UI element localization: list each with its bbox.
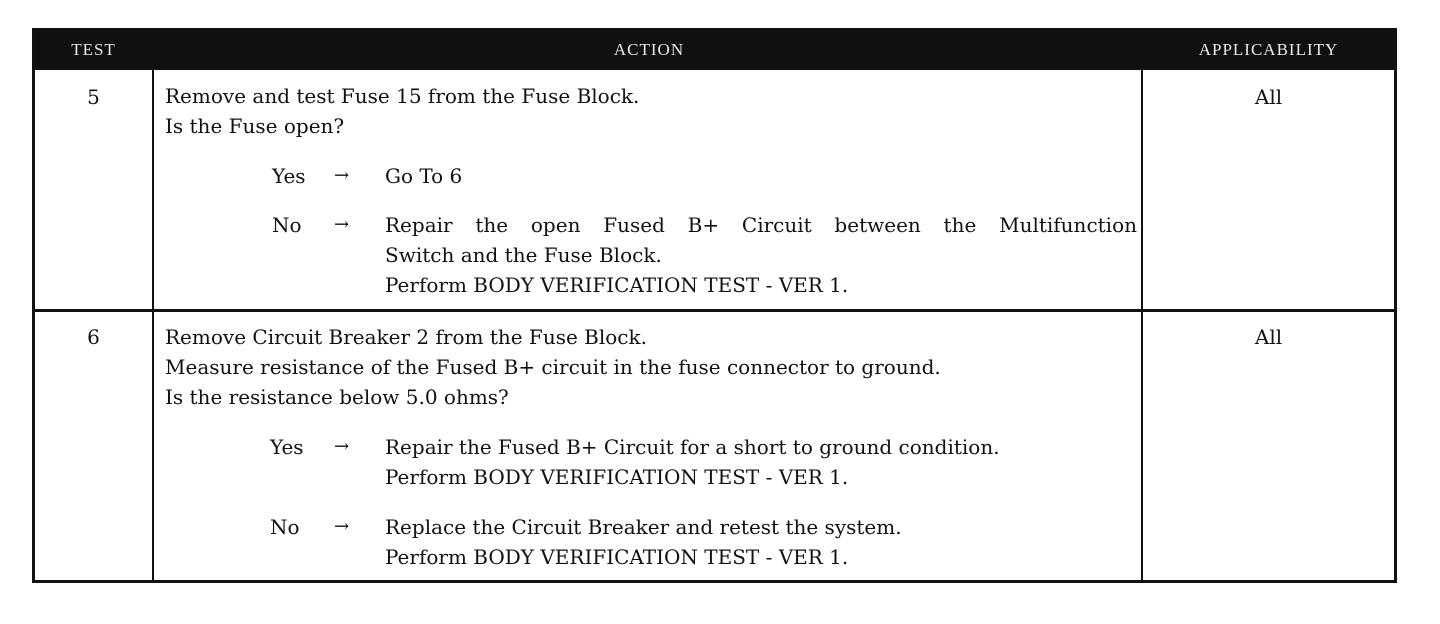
action-question: Is the Fuse open?	[165, 114, 345, 138]
applicability-value: All	[1254, 325, 1283, 349]
yes-action-line: Repair the Fused B+ Circuit for a short to ground condition.	[385, 435, 1000, 459]
yes-label: Yes	[270, 435, 304, 459]
action-step: Remove Circuit Breaker 2 from the Fuse Block.	[165, 325, 647, 349]
table-header	[35, 31, 1394, 70]
yes-action: Go To 6	[385, 164, 463, 188]
header-action: ACTION	[613, 40, 685, 59]
right-arrow-icon: →	[334, 214, 350, 235]
applicability-value: All	[1254, 85, 1283, 109]
right-arrow-icon: →	[334, 516, 350, 537]
action-question: Is the resistance below 5.0 ohms?	[165, 385, 509, 409]
no-action-line: Switch and the Fuse Block.	[385, 243, 662, 267]
yes-action-line: Perform BODY VERIFICATION TEST - VER 1.	[385, 465, 849, 489]
row-divider	[35, 309, 1394, 312]
action-step: Remove and test Fuse 15 from the Fuse Block.	[165, 84, 640, 108]
header-applicability: APPLICABILITY	[1198, 40, 1339, 59]
no-action-line: Perform BODY VERIFICATION TEST - VER 1.	[385, 545, 849, 569]
right-arrow-icon: →	[334, 165, 350, 186]
test-number: 6	[87, 325, 100, 349]
no-label: No	[272, 213, 302, 237]
no-action-line: Repair the open Fused B+ Circuit between the Multifunction	[385, 213, 1137, 237]
diagnostic-test-table	[32, 28, 1397, 583]
header-test: TEST	[71, 40, 116, 59]
yes-label: Yes	[272, 164, 306, 188]
test-number: 5	[87, 85, 100, 109]
action-step: Measure resistance of the Fused B+ circuit in the fuse connector to ground.	[165, 355, 941, 379]
right-arrow-icon: →	[334, 436, 350, 457]
no-action-line: Replace the Circuit Breaker and retest the system.	[385, 515, 902, 539]
column-divider-test	[152, 70, 154, 583]
no-action-line: Perform BODY VERIFICATION TEST - VER 1.	[385, 273, 849, 297]
no-label: No	[270, 515, 300, 539]
